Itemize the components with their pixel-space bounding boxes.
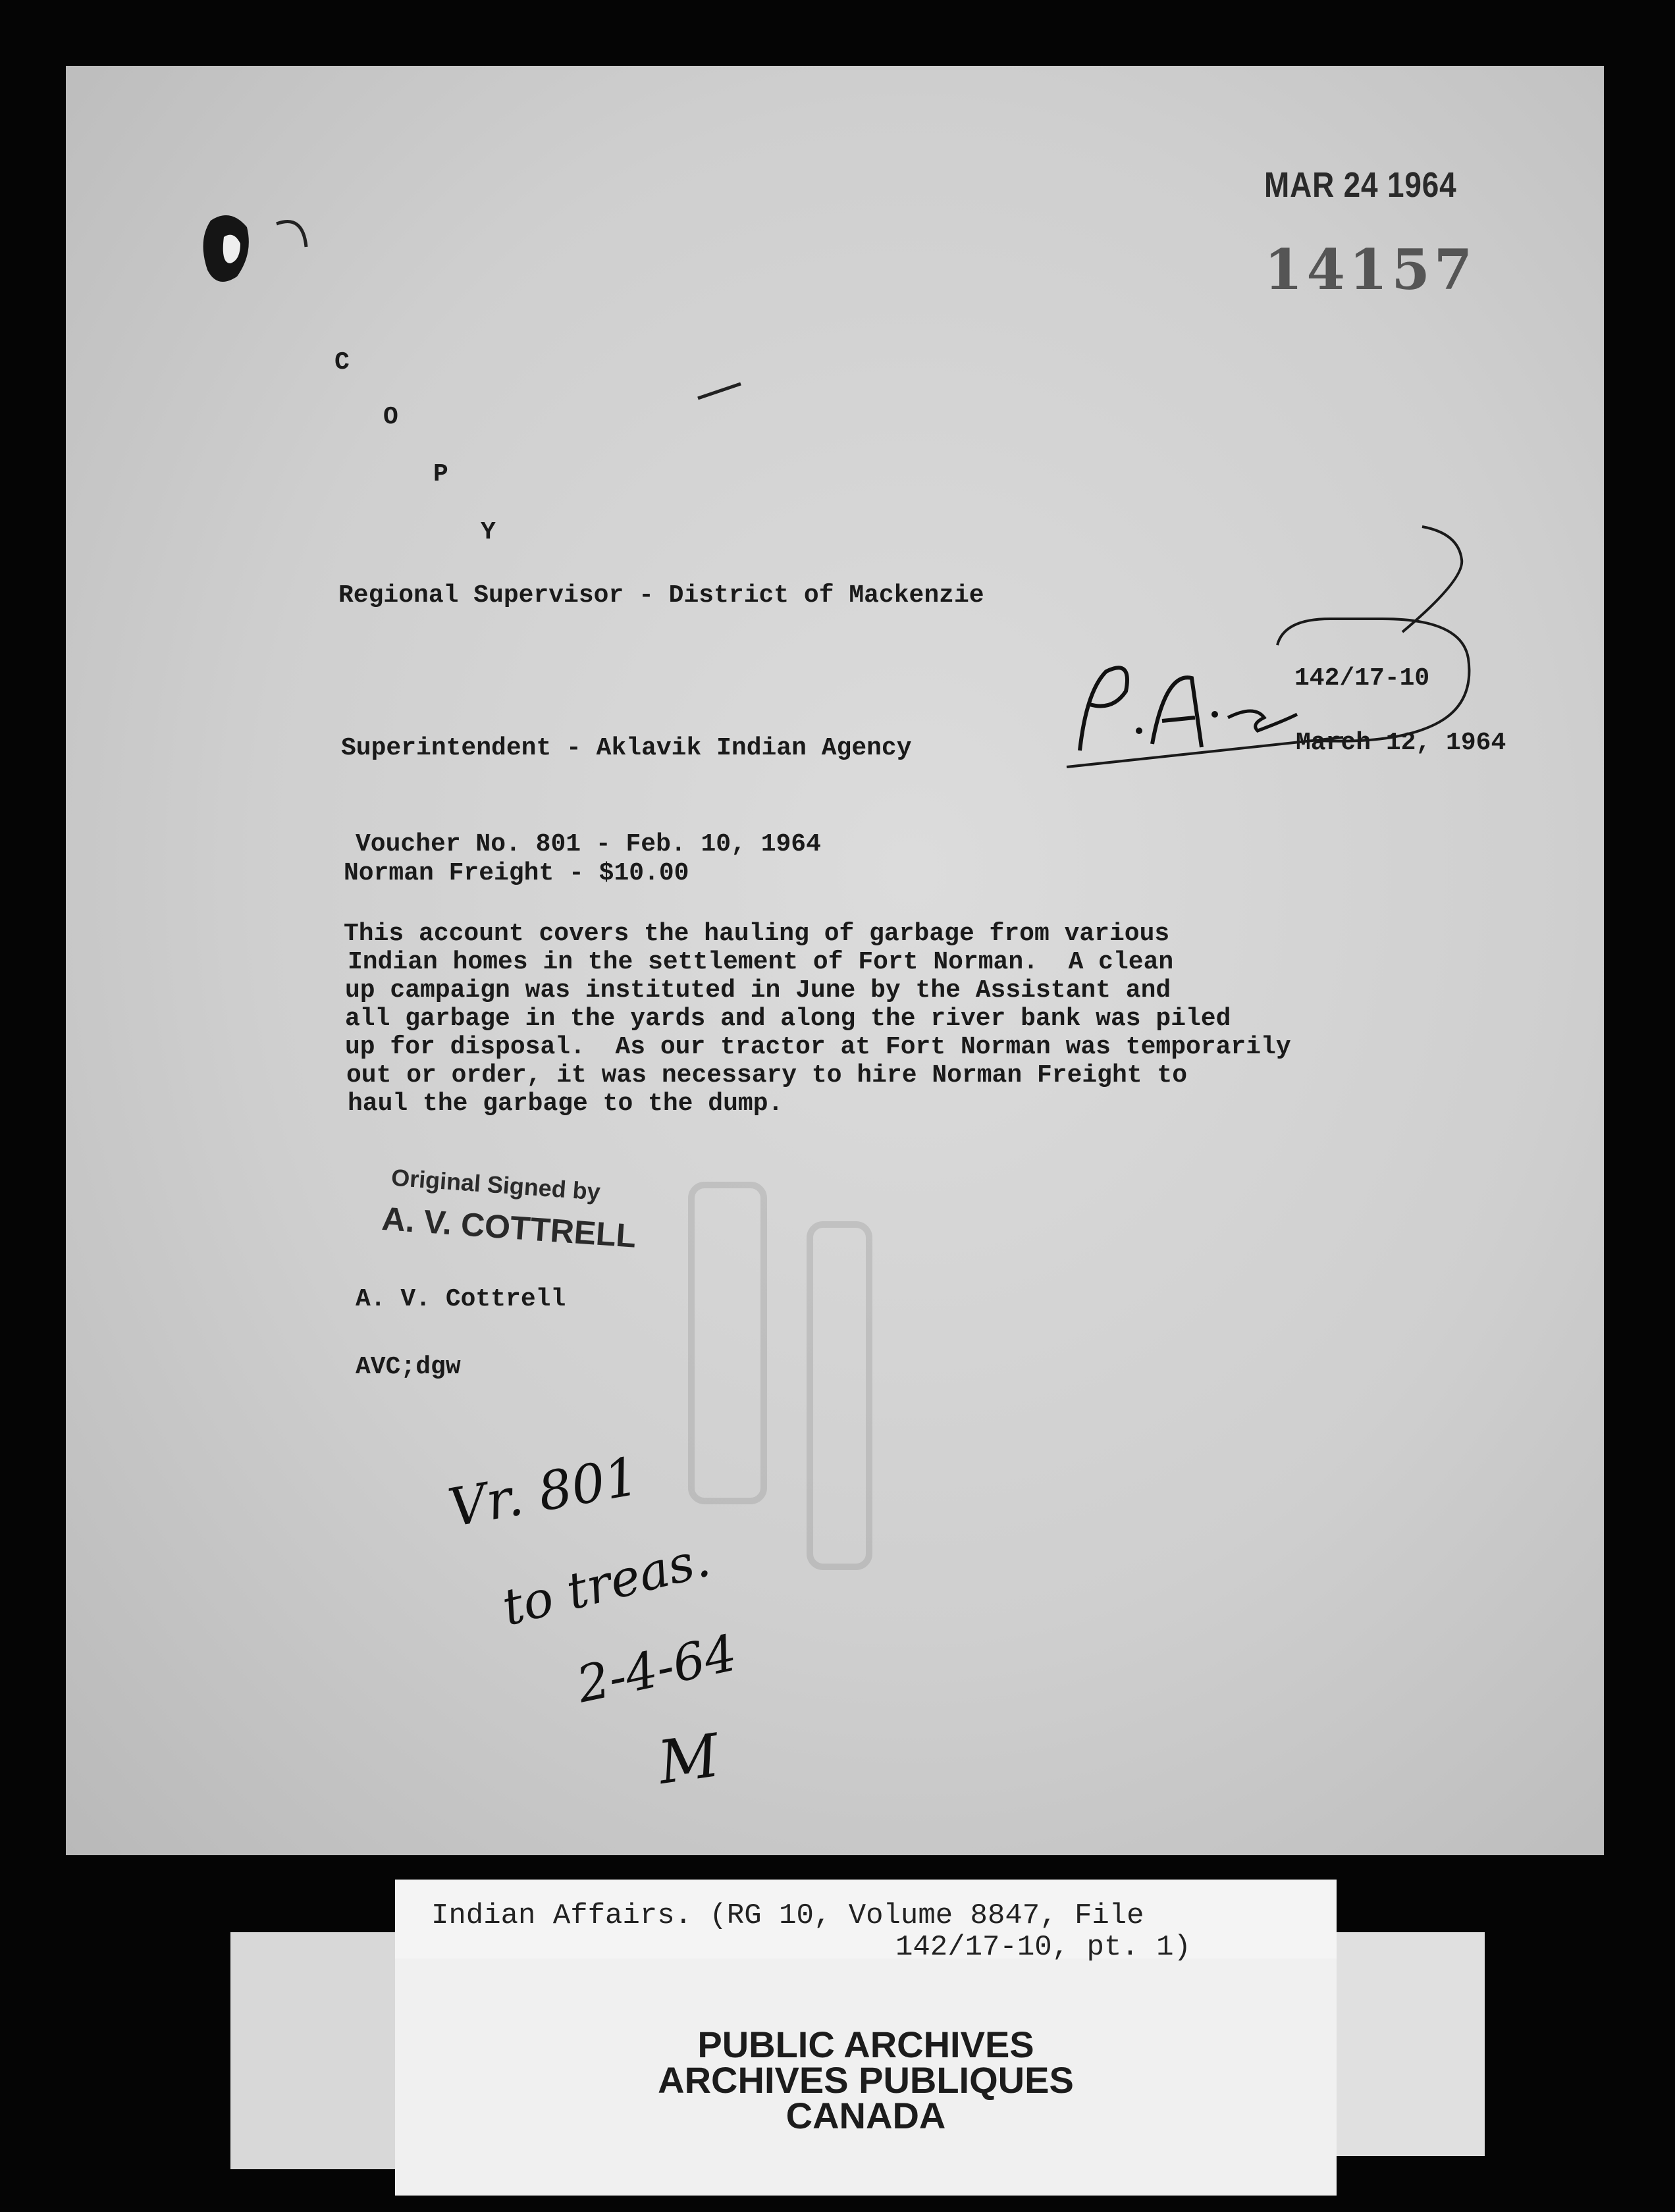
body-line: all garbage in the yards and along the river bank was piled xyxy=(345,1005,1231,1033)
body-line: This account covers the hauling of garbage from various xyxy=(344,920,1170,948)
subject-voucher: Voucher No. 801 - Feb. 10, 1964 xyxy=(356,830,821,858)
archive-label-line2: 142/17-10, pt. 1) xyxy=(895,1931,1191,1964)
handwritten-initials xyxy=(1053,652,1317,770)
body-line: up for disposal. As our tractor at Fort Norman was temporarily xyxy=(345,1033,1291,1061)
copy-letter-y: Y xyxy=(481,518,496,546)
note-to-treasury: to treas. xyxy=(496,1529,716,1637)
note-initial: M xyxy=(654,1721,724,1798)
sender: Superintendent - Aklavik Indian Agency xyxy=(341,734,912,762)
note-voucher: Vr. 801 xyxy=(444,1445,643,1539)
archive-tab-right xyxy=(1333,1932,1485,2156)
handwritten-note xyxy=(435,1435,895,1804)
body-line: Indian homes in the settlement of Fort Norman. A clean xyxy=(348,948,1174,976)
body-line: haul the garbage to the dump. xyxy=(348,1090,784,1118)
received-date-stamp: MAR 24 1964 xyxy=(1264,165,1457,205)
signed-stamp-line2: A. V. COTTRELL xyxy=(381,1199,638,1255)
document-page xyxy=(66,66,1604,1855)
registry-number-stamp: 14157 xyxy=(1264,237,1477,302)
archive-tab-left xyxy=(230,1932,398,2169)
signed-stamp-line1: Original Signed by xyxy=(390,1163,602,1205)
subject-amount: Norman Freight - $10.00 xyxy=(344,859,689,887)
addressee: Regional Supervisor - District of Mackenzie xyxy=(338,581,984,610)
archive-reference-label xyxy=(395,1880,1337,1964)
body-line: out or order, it was necessary to hire Norman Freight to xyxy=(346,1061,1188,1090)
archives-line2: ARCHIVES PUBLIQUES xyxy=(658,2059,1074,2101)
note-date: 2-4-64 xyxy=(572,1623,742,1714)
reference-initials: AVC;dgw xyxy=(356,1353,461,1381)
letter-date: March 12, 1964 xyxy=(1296,729,1506,757)
signatory-name: A. V. Cottrell xyxy=(356,1285,566,1313)
file-number: 142/17-10 xyxy=(1294,664,1430,693)
copy-letter-p: P xyxy=(433,460,448,488)
archives-line3: CANADA xyxy=(785,2095,946,2136)
body-line: up campaign was instituted in June by the Assistant and xyxy=(345,976,1171,1005)
archive-label-line1: Indian Affairs. (RG 10, Volume 8847, File xyxy=(431,1899,1144,1932)
copy-letter-c: C xyxy=(334,348,350,377)
copy-letter-o: O xyxy=(383,403,398,431)
archives-line1: PUBLIC ARCHIVES xyxy=(697,2024,1034,2065)
